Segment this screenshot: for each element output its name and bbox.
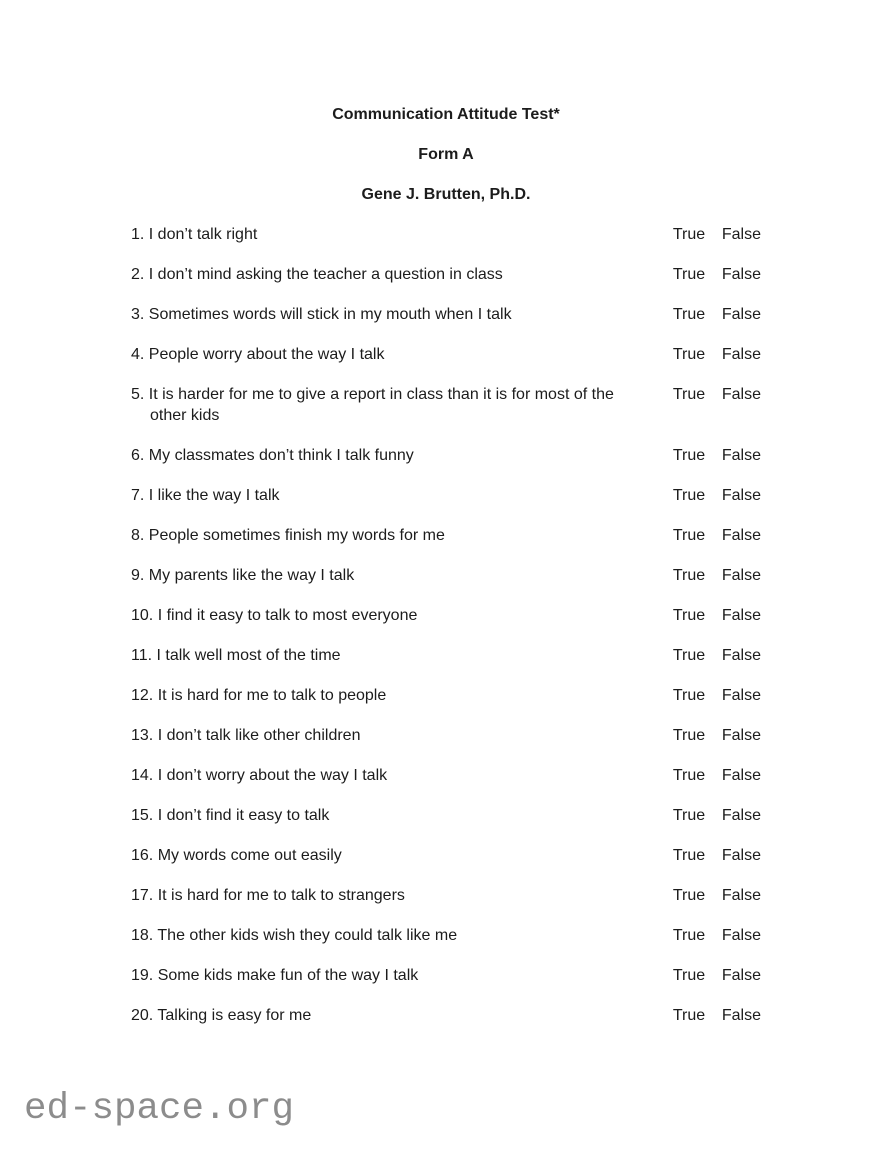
question-text: 9. My parents like the way I talk <box>131 567 355 584</box>
question-row-17 <box>131 885 761 906</box>
question-row-18 <box>131 925 761 946</box>
true-option[interactable]: True <box>672 767 706 784</box>
question-row-8 <box>131 525 761 546</box>
false-option[interactable]: False <box>721 887 761 904</box>
question-row-3 <box>131 304 761 325</box>
question-row-5 <box>131 384 761 426</box>
false-option[interactable]: False <box>721 447 761 464</box>
form-label: Form A <box>418 146 474 163</box>
question-text: 5. It is harder for me to give a report in class than it is for most of the other kids <box>131 386 614 424</box>
true-option[interactable]: True <box>672 687 706 704</box>
false-option[interactable]: False <box>721 607 761 624</box>
false-option[interactable]: False <box>721 346 761 363</box>
question-text: 13. I don’t talk like other children <box>131 727 361 744</box>
question-list <box>131 224 761 1026</box>
question-text: 2. I don’t mind asking the teacher a question in class <box>131 266 503 283</box>
document-title: Communication Attitude Test* <box>332 106 560 123</box>
true-option[interactable]: True <box>672 226 706 243</box>
question-row-12 <box>131 685 761 706</box>
question-text: 8. People sometimes finish my words for me <box>131 527 445 544</box>
question-text: 4. People worry about the way I talk <box>131 346 385 363</box>
true-option[interactable]: True <box>672 1007 706 1024</box>
question-row-13 <box>131 725 761 746</box>
false-option[interactable]: False <box>721 647 761 664</box>
true-option[interactable]: True <box>672 306 706 323</box>
true-option[interactable]: True <box>672 647 706 664</box>
question-row-9 <box>131 565 761 586</box>
author-name: Gene J. Brutten, Ph.D. <box>361 186 531 203</box>
false-option[interactable]: False <box>721 967 761 984</box>
question-text: 10. I find it easy to talk to most everyone <box>131 607 418 624</box>
question-text: 18. The other kids wish they could talk like me <box>131 927 458 944</box>
question-row-6 <box>131 445 761 466</box>
question-row-15 <box>131 805 761 826</box>
false-option[interactable]: False <box>721 1007 761 1024</box>
question-row-20 <box>131 1005 761 1026</box>
question-row-2 <box>131 264 761 285</box>
true-option[interactable]: True <box>672 447 706 464</box>
false-option[interactable]: False <box>721 687 761 704</box>
true-option[interactable]: True <box>672 487 706 504</box>
question-text: 3. Sometimes words will stick in my mouth when I talk <box>131 306 512 323</box>
question-text: 20. Talking is easy for me <box>131 1007 312 1024</box>
question-text: 6. My classmates don’t think I talk funny <box>131 447 414 464</box>
question-row-11 <box>131 645 761 666</box>
question-row-16 <box>131 845 761 866</box>
false-option[interactable]: False <box>721 386 761 403</box>
true-option[interactable]: True <box>672 727 706 744</box>
watermark-text: ed-space.org <box>24 1088 295 1130</box>
question-text: 19. Some kids make fun of the way I talk <box>131 967 419 984</box>
true-option[interactable]: True <box>672 567 706 584</box>
true-option[interactable]: True <box>672 927 706 944</box>
true-option[interactable]: True <box>672 967 706 984</box>
true-option[interactable]: True <box>672 847 706 864</box>
question-row-19 <box>131 965 761 986</box>
question-text: 15. I don’t find it easy to talk <box>131 807 330 824</box>
true-option[interactable]: True <box>672 607 706 624</box>
false-option[interactable]: False <box>721 226 761 243</box>
false-option[interactable]: False <box>721 527 761 544</box>
true-option[interactable]: True <box>672 386 706 403</box>
question-text: 16. My words come out easily <box>131 847 342 864</box>
false-option[interactable]: False <box>721 847 761 864</box>
true-option[interactable]: True <box>672 527 706 544</box>
question-row-1 <box>131 224 761 245</box>
question-text: 11. I talk well most of the time <box>131 647 341 664</box>
false-option[interactable]: False <box>721 727 761 744</box>
true-option[interactable]: True <box>672 266 706 283</box>
question-text: 7. I like the way I talk <box>131 487 280 504</box>
true-option[interactable]: True <box>672 346 706 363</box>
false-option[interactable]: False <box>721 807 761 824</box>
false-option[interactable]: False <box>721 767 761 784</box>
false-option[interactable]: False <box>721 927 761 944</box>
false-option[interactable]: False <box>721 487 761 504</box>
question-row-10 <box>131 605 761 626</box>
true-option[interactable]: True <box>672 807 706 824</box>
question-row-7 <box>131 485 761 506</box>
question-text: 1. I don’t talk right <box>131 226 258 243</box>
false-option[interactable]: False <box>721 567 761 584</box>
question-row-4 <box>131 344 761 365</box>
question-text: 14. I don’t worry about the way I talk <box>131 767 388 784</box>
question-row-14 <box>131 765 761 786</box>
question-text: 17. It is hard for me to talk to strangers <box>131 887 405 904</box>
question-text: 12. It is hard for me to talk to people <box>131 687 387 704</box>
true-option[interactable]: True <box>672 887 706 904</box>
false-option[interactable]: False <box>721 306 761 323</box>
false-option[interactable]: False <box>721 266 761 283</box>
